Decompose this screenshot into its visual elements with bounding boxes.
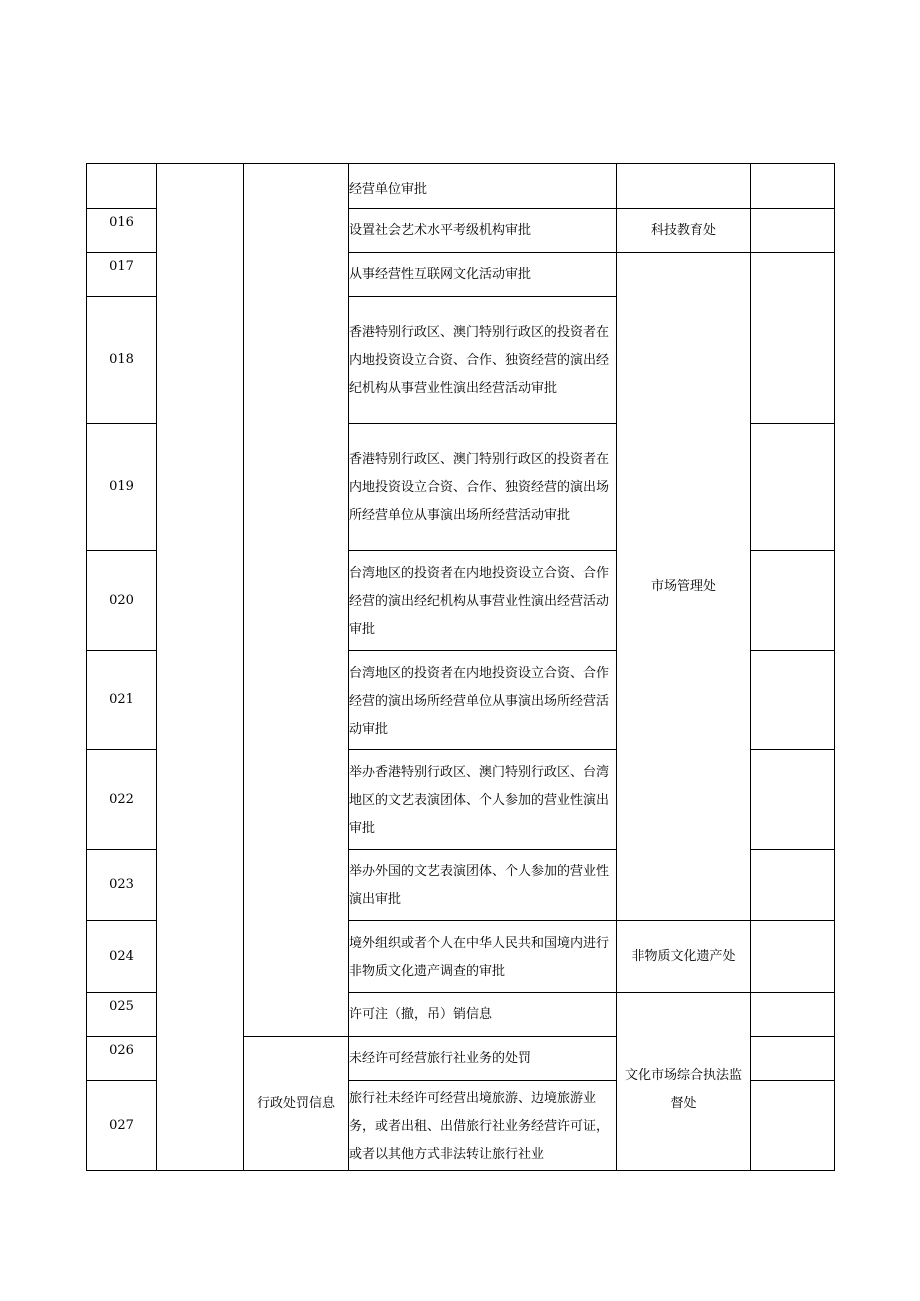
item-name: 境外组织或者个人在中华人民共和国境内进行非物质文化遗产调查的审批 bbox=[349, 921, 617, 993]
item-name: 旅行社未经许可经营出境旅游、边境旅游业务，或者出租、出借旅行社业务经营许可证，或者以其他方式非法转让旅行社业 bbox=[349, 1081, 617, 1171]
dept-cell-blank bbox=[617, 164, 751, 209]
table-row bbox=[87, 164, 835, 209]
row-number: 025 bbox=[87, 993, 157, 1037]
note-cell bbox=[751, 850, 835, 921]
item-name: 经营单位审批 bbox=[349, 164, 617, 209]
row-number: 016 bbox=[87, 209, 157, 253]
note-cell bbox=[751, 424, 835, 551]
subcategory-cell-blank bbox=[244, 164, 349, 1037]
item-name: 未经许可经营旅行社业务的处罚 bbox=[349, 1037, 617, 1081]
note-cell bbox=[751, 750, 835, 850]
row-number: 022 bbox=[87, 750, 157, 850]
item-name: 举办香港特别行政区、澳门特别行政区、台湾地区的文艺表演团体、个人参加的营业性演出审批 bbox=[349, 750, 617, 850]
dept-science-education: 科技教育处 bbox=[617, 209, 751, 253]
note-cell bbox=[751, 209, 835, 253]
dept-intangible-heritage: 非物质文化遗产处 bbox=[617, 921, 751, 993]
dept-law-enforcement: 文化市场综合执法监督处 bbox=[617, 993, 751, 1171]
row-number: 017 bbox=[87, 253, 157, 297]
item-name: 从事经营性互联网文化活动审批 bbox=[349, 253, 617, 297]
item-name: 香港特别行政区、澳门特别行政区的投资者在内地投资设立合资、合作、独资经营的演出经纪机构从事营业性演出经营活动审批 bbox=[349, 297, 617, 424]
item-name: 许可注（撤，吊）销信息 bbox=[349, 993, 617, 1037]
row-number: 020 bbox=[87, 551, 157, 651]
note-cell bbox=[751, 1037, 835, 1081]
row-number: 026 bbox=[87, 1037, 157, 1081]
dept-market-management: 市场管理处 bbox=[617, 253, 751, 921]
note-cell bbox=[751, 253, 835, 424]
item-table bbox=[86, 163, 835, 1171]
category-admin-penalty: 行政处罚信息 bbox=[244, 1037, 349, 1171]
note-cell bbox=[751, 651, 835, 750]
item-name: 举办外国的文艺表演团体、个人参加的营业性演出审批 bbox=[349, 850, 617, 921]
row-number: 024 bbox=[87, 921, 157, 993]
note-cell bbox=[751, 164, 835, 209]
row-number: 027 bbox=[87, 1081, 157, 1171]
note-cell bbox=[751, 993, 835, 1037]
item-name: 台湾地区的投资者在内地投资设立合资、合作经营的演出场所经营单位从事演出场所经营活动审批 bbox=[349, 651, 617, 750]
row-number: 019 bbox=[87, 424, 157, 551]
row-number bbox=[87, 164, 157, 209]
note-cell bbox=[751, 921, 835, 993]
category-cell-blank bbox=[157, 164, 244, 1171]
row-number: 023 bbox=[87, 850, 157, 921]
item-name: 台湾地区的投资者在内地投资设立合资、合作经营的演出经纪机构从事营业性演出经营活动审批 bbox=[349, 551, 617, 651]
note-cell bbox=[751, 551, 835, 651]
row-number: 021 bbox=[87, 651, 157, 750]
item-name: 设置社会艺术水平考级机构审批 bbox=[349, 209, 617, 253]
item-name: 香港特别行政区、澳门特别行政区的投资者在内地投资设立合资、合作、独资经营的演出场所经营单位从事演出场所经营活动审批 bbox=[349, 424, 617, 551]
note-cell bbox=[751, 1081, 835, 1171]
row-number: 018 bbox=[87, 297, 157, 424]
